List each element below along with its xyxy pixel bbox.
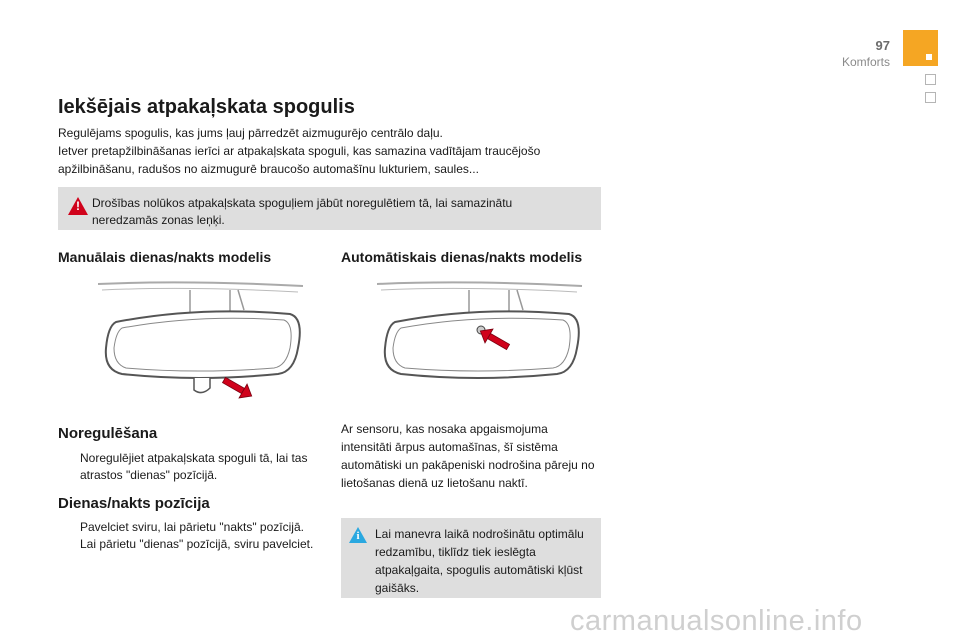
intro-text — [58, 124, 598, 178]
chapter-tab-active[interactable] — [903, 30, 938, 66]
chapter-tab[interactable] — [925, 74, 936, 85]
adjust-heading: Noregulēšana — [58, 425, 158, 442]
section-name: Komforts — [841, 55, 890, 69]
list-item: Pavelciet sviru, lai pārietu "nakts" pozīcijā. — [80, 520, 304, 534]
auto-description: Ar sensoru, kas nosaka apgaismojuma intensitāti ārpus automašīnas, šī sistēma automātiski un pakāpeniski nodrošina pāreju no lietošanas dienā uz lietošanu naktī. — [341, 422, 595, 490]
warning-exclamation: ! — [76, 199, 80, 213]
chapter-tab[interactable] — [925, 92, 936, 103]
info-text: Lai manevra laikā nodrošinātu optimālu redzamību, tiklīdz tiek ieslēgta atpakaļgaita, spogulis automātiski kļūst gaišāks. — [375, 527, 584, 595]
intro-paragraph: Regulējams spogulis, kas jums ļauj pārredzēt aizmugurējo centrālo daļu. — [58, 126, 443, 140]
manual-heading: Manuālais dienas/nakts modelis — [58, 249, 272, 265]
auto-heading: Automātiskais dienas/nakts modelis — [341, 249, 583, 265]
watermark: carmanualsonline.info — [570, 605, 863, 637]
list-item: Lai pārietu "dienas" pozīcijā, sviru pavelciet. — [80, 537, 314, 551]
auto-mirror-illustration — [377, 278, 592, 408]
warning-text: Drošības nolūkos atpakaļskata spoguļiem jābūt noregulētiem tā, lai samazinātu neredzamās zonas leņķi. — [92, 196, 513, 227]
page-title: Iekšējais atpakaļskata spogulis — [58, 96, 355, 118]
list-item: Noregulējiet atpakaļskata spoguli tā, lai tas atrastos "dienas" pozīcijā. — [80, 451, 308, 482]
intro-paragraph: Ietver pretapžilbināšanas ierīci ar atpakaļskata spoguli, kas samazina vadītājam traucējošo apžilbināšanu, radušos no aizmugurē braucošo automašīnu lukturiem, saules... — [58, 144, 541, 176]
adjust-list — [58, 450, 320, 484]
manual-mirror-illustration — [98, 278, 313, 408]
daynight-heading: Dienas/nakts pozīcija — [58, 495, 210, 512]
page-number: 97 — [875, 38, 890, 53]
info-letter: i — [356, 530, 360, 542]
daynight-list — [58, 519, 320, 553]
